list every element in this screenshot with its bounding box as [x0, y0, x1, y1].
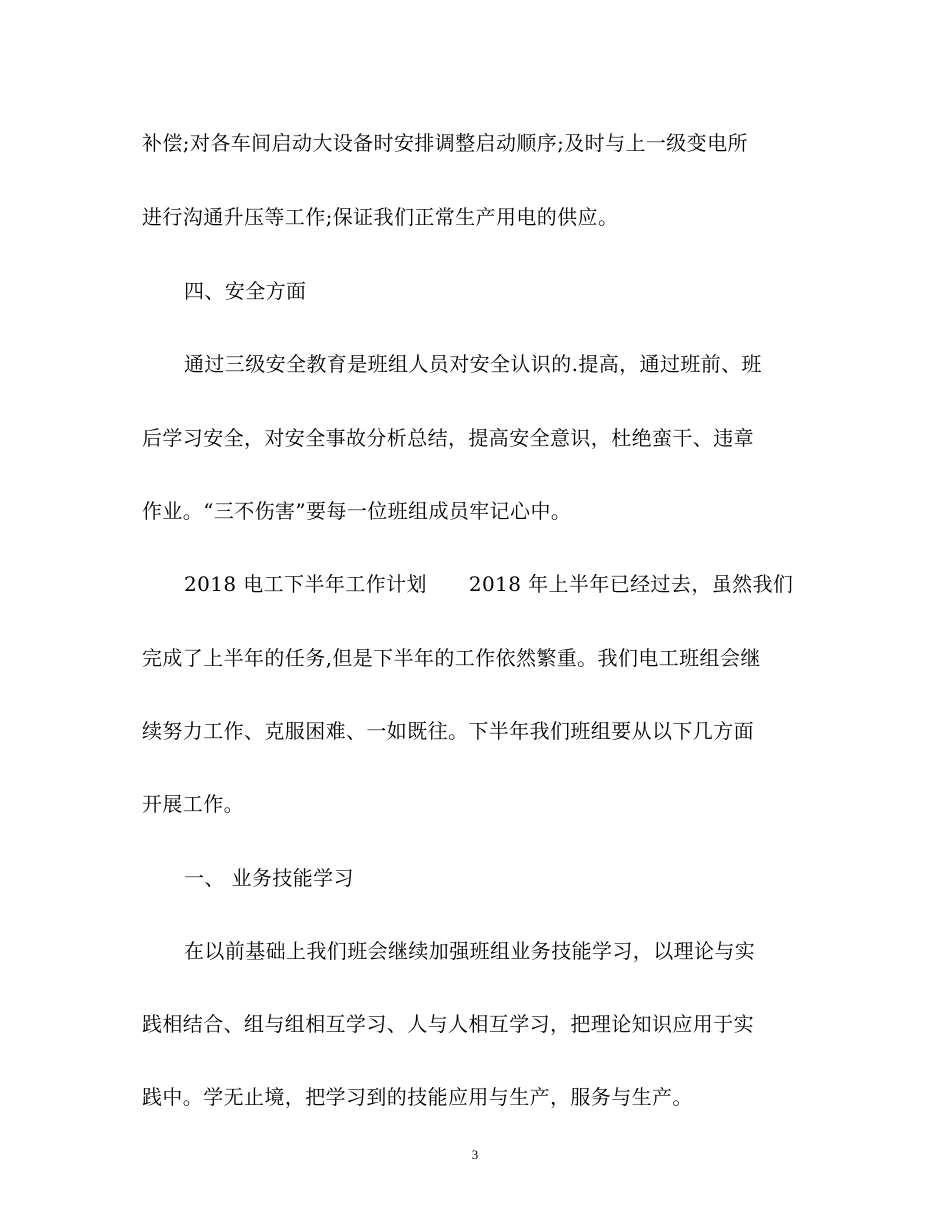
page-number: 3 — [471, 1147, 479, 1162]
paragraph-line: 进行沟通升压等工作;保证我们正常生产用电的供应。 — [142, 205, 619, 229]
paragraph-line: 通过三级安全教育是班组人员对安全认识的.提高，通过班前、班 — [184, 352, 762, 376]
paragraph-line: 在以前基础上我们班会继续加强班组业务技能学习，以理论与实 — [184, 939, 756, 963]
paragraph-line: 补偿;对各车间启动大设备时安排调整启动顺序;及时与上一级变电所 — [142, 131, 748, 155]
paragraph-line: 完成了上半年的任务,但是下半年的工作依然繁重。我们电工班组会继 — [142, 646, 761, 670]
section-heading-safety: 四、安全方面 — [184, 279, 307, 303]
paragraph-line — [184, 570, 854, 598]
section-heading-skills: 一、 业务技能学习 — [184, 866, 354, 890]
paragraph-line: 开展工作。 — [142, 792, 244, 816]
paragraph-line: 践相结合、组与组相互学习、人与人相互学习，把理论知识应用于实 — [142, 1012, 754, 1036]
plan-title: 2018 电工下半年工作计划 — [184, 572, 427, 596]
paragraph-line: 后学习安全，对安全事故分析总结，提高安全意识，杜绝蛮干、违章 — [142, 426, 754, 450]
paragraph-line: 作业。“三不伤害”要每一位班组成员牢记心中。 — [142, 499, 572, 523]
paragraph-line: 践中。学无止境，把学习到的技能应用与生产，服务与生产。 — [142, 1085, 693, 1109]
plan-intro: 2018 年上半年已经过去，虽然我们 — [468, 572, 794, 596]
paragraph-line: 续努力工作、克服困难、一如既往。下半年我们班组要从以下几方面 — [142, 719, 754, 743]
